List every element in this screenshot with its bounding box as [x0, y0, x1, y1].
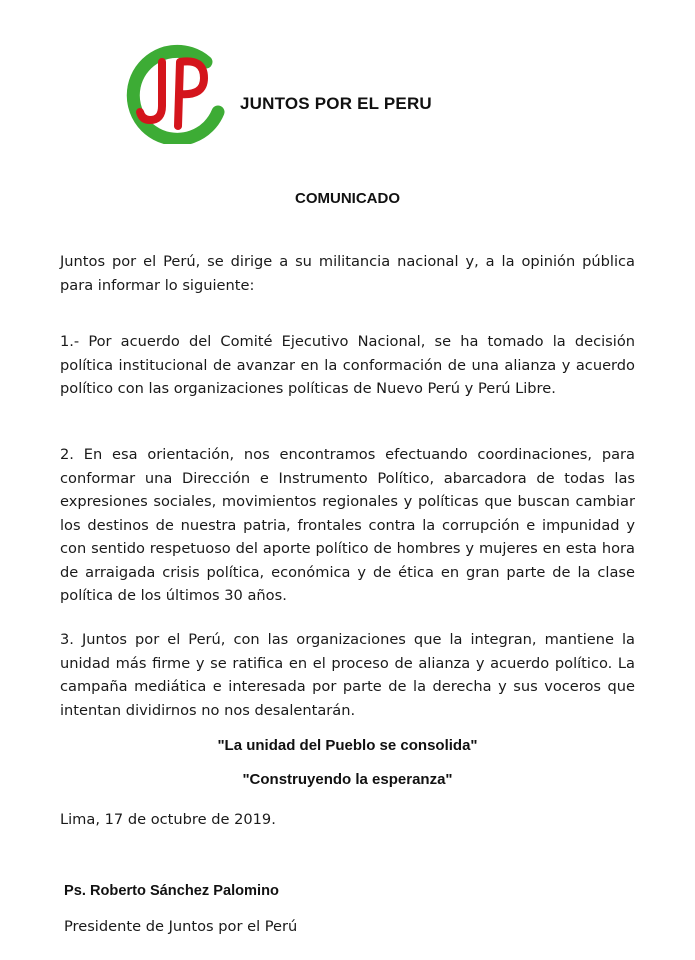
paragraph-3: 3. Juntos por el Perú, con las organizaciones que la integran, mantiene la unidad más firme y se ratifica en el proceso de alianza y acuerdo político. La campaña mediática e interesada por parte de la derecha y sus voceros que intentan dividirnos no nos desalentarán. — [60, 631, 635, 719]
signer-name: Ps. Roberto Sánchez Palomino — [64, 883, 279, 899]
slogan-hope: "Construyendo la esperanza" — [242, 771, 453, 788]
document-date: Lima, 17 de octubre de 2019. — [60, 811, 276, 828]
signer-role: Presidente de Juntos por el Perú — [64, 918, 298, 935]
jp-party-logo — [118, 40, 228, 144]
paragraph-1: 1.- Por acuerdo del Comité Ejecutivo Nacional, se ha tomado la decisión política institucional de avanzar en la conformación de una alianza y acuerdo político con las organizaciones políticas de Nuevo Perú y Perú Libre. — [60, 333, 635, 397]
paragraph-2: 2. En esa orientación, nos encontramos efectuando coordinaciones, para conformar una Dirección e Instrumento Político, abarcadora de todas las expresiones sociales, movimientos regionales y políticas que buscan cambiar los destinos de nuestra patria, frontales contra la corrupción e impunidad y con sentido respetuoso del aporte político de hombres y mujeres en esta hora de arraigada crisis política, económica y de ética en gran parte de la clase política de los últimos 30 años. — [60, 446, 635, 604]
intro-paragraph: Juntos por el Perú, se dirige a su militancia nacional y, a la opinión pública para informar lo siguiente: — [60, 253, 635, 294]
document-title: COMUNICADO — [295, 190, 400, 207]
logo-letter-p-shape — [178, 61, 204, 126]
organization-name: JUNTOS POR EL PERU — [240, 94, 432, 113]
slogan-unity: "La unidad del Pueblo se consolida" — [217, 737, 478, 754]
